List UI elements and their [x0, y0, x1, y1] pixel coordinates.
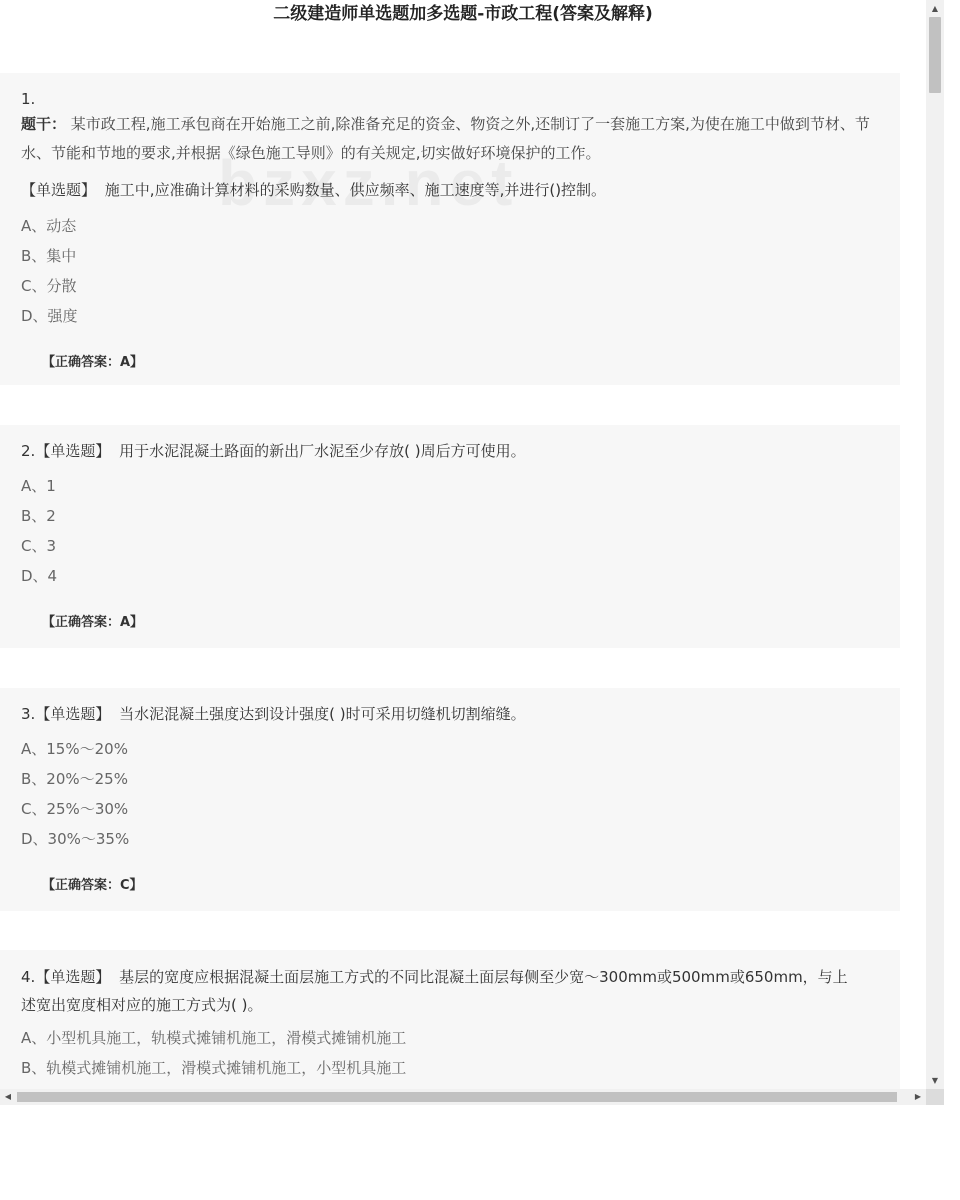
correct-answer: 【正确答案：A】: [42, 355, 144, 370]
question-type-tag: 【单选题】: [35, 705, 111, 723]
question-text: [21, 699, 879, 729]
question-stem: [21, 110, 879, 168]
question-text: [21, 963, 879, 1019]
question-text-line1: 基层的宽度应根据混凝土面层施工方式的不同比混凝土面层每侧至少宽～300mm或500mm或650mm，与上: [119, 968, 848, 986]
question-type-tag: 【单选题】: [21, 181, 97, 199]
option-a[interactable]: A、小型机具施工，轨模式摊铺机施工，滑模式摊铺机施工: [21, 1029, 407, 1047]
question-text-body: 当水泥混凝土强度达到设计强度( )时可采用切缝机切割缩缝。: [119, 705, 526, 723]
question-card-4: [0, 950, 900, 1089]
option-c[interactable]: C、25%～30%: [21, 800, 129, 818]
question-text-line2: 述宽出宽度相对应的施工方式为( )。: [21, 996, 263, 1014]
correct-answer: 【正确答案：A】: [42, 615, 144, 630]
question-number: 4.: [21, 968, 36, 986]
question-text-body: 施工中,应准确计算材料的采购数量、供应频率、施工速度等,并进行()控制。: [104, 181, 607, 199]
horizontal-scroll-thumb[interactable]: [17, 1092, 897, 1102]
scroll-up-arrow-icon[interactable]: ▲: [931, 4, 939, 13]
stem-text: 某市政工程,施工承包商在开始施工之前,除准备充足的资金、物资之外,还制订了一套施工方案,为使在施工中做到节材、节水、节能和节地的要求,并根据《绿色施工导则》的有关规定,切实做好环境保护的工作。: [21, 115, 870, 162]
option-a[interactable]: A、1: [21, 477, 56, 495]
question-type-tag: 【单选题】: [35, 968, 111, 986]
question-text: [21, 436, 879, 466]
option-d[interactable]: D、4: [21, 567, 58, 585]
option-c[interactable]: C、分散: [21, 277, 77, 295]
option-c[interactable]: C、3: [21, 537, 57, 555]
question-number: 2.: [21, 442, 36, 460]
stem-label: 题干：: [21, 115, 67, 133]
scroll-left-arrow-icon[interactable]: ◀: [4, 1092, 12, 1101]
question-number: 3.: [21, 705, 36, 723]
vertical-scrollbar[interactable]: [926, 0, 944, 1089]
scrollbar-corner: [926, 1089, 944, 1105]
page-title: 二级建造师单选题加多选题-市政工程(答案及解释): [273, 4, 653, 24]
question-card-1: [0, 73, 900, 385]
option-d[interactable]: D、强度: [21, 307, 78, 325]
question-text: [21, 175, 879, 205]
option-a[interactable]: A、动态: [21, 217, 77, 235]
option-b[interactable]: B、集中: [21, 247, 77, 265]
question-card-2: [0, 425, 900, 648]
question-text-body: 用于水泥混凝土路面的新出厂水泥至少存放( )周后方可使用。: [119, 442, 526, 460]
option-b[interactable]: B、轨模式摊铺机施工，滑模式摊铺机施工，小型机具施工: [21, 1059, 407, 1077]
option-d[interactable]: D、30%～35%: [21, 830, 130, 848]
question-card-3: [0, 688, 900, 911]
correct-answer: 【正确答案：C】: [42, 878, 143, 893]
scroll-right-arrow-icon[interactable]: ▶: [914, 1092, 922, 1101]
scroll-down-arrow-icon[interactable]: ▼: [931, 1076, 939, 1085]
question-type-tag: 【单选题】: [35, 442, 111, 460]
option-b[interactable]: B、20%～25%: [21, 770, 128, 788]
option-b[interactable]: B、2: [21, 507, 56, 525]
horizontal-scrollbar[interactable]: [0, 1089, 926, 1105]
vertical-scroll-thumb[interactable]: [929, 17, 941, 93]
option-a[interactable]: A、15%～20%: [21, 740, 128, 758]
question-number: 1.: [21, 90, 36, 108]
